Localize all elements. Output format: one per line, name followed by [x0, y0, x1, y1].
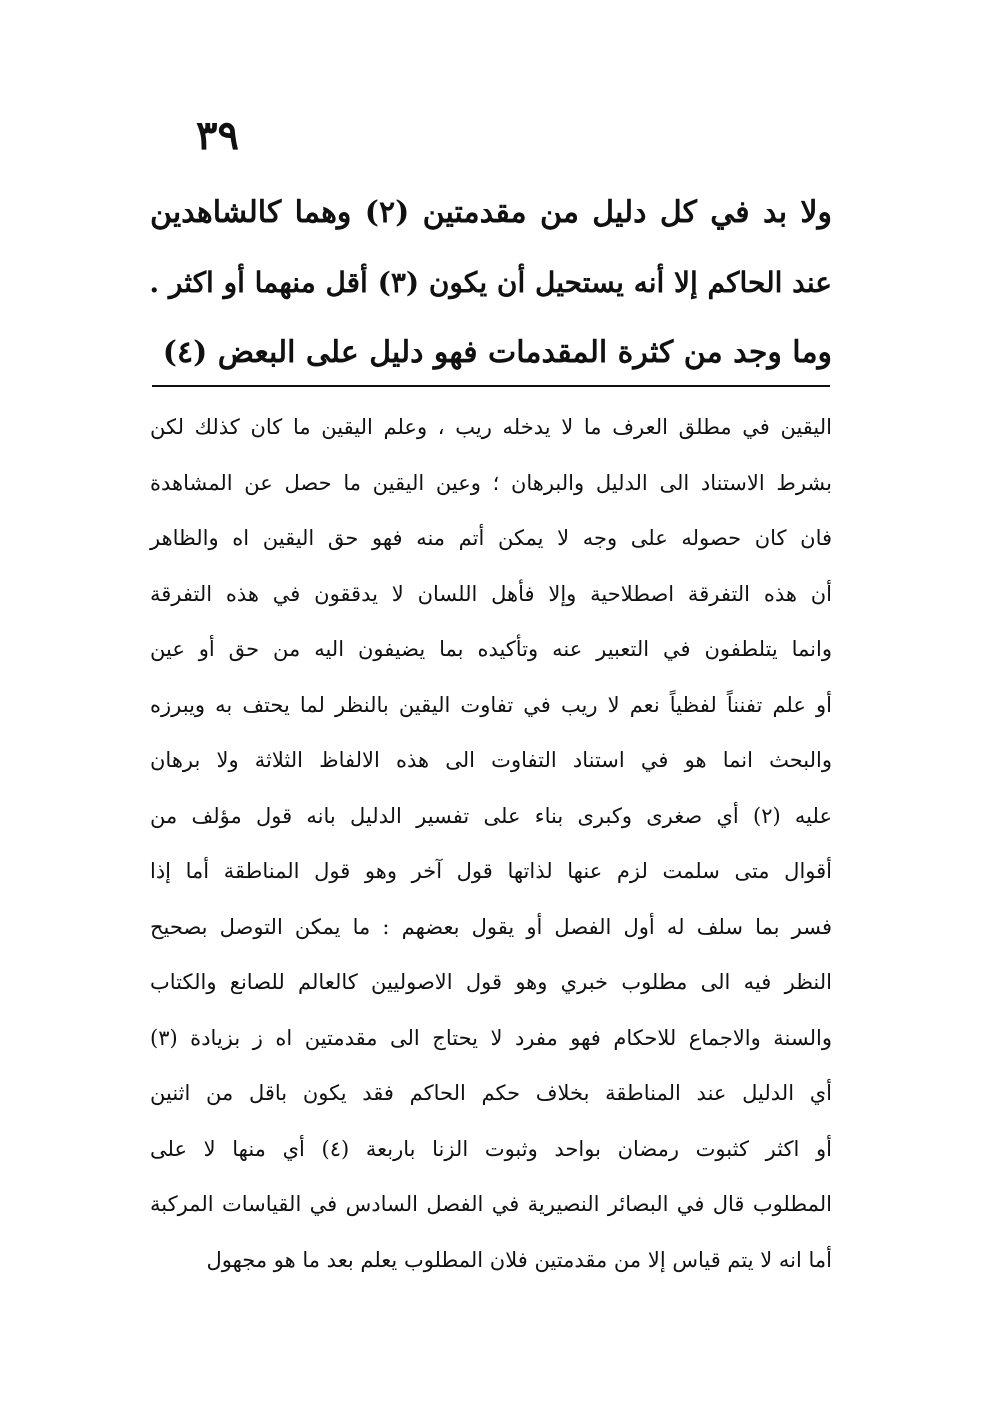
footnote-line: والسنة والاجماع للاحكام فهو مفرد لا يحتاج الى مقدمتين اه ز بزيادة (٣) [150, 1025, 832, 1050]
footnote-line: أن هذه التفرقة اصطلاحية وإلا فأهل اللسان لا يدققون في هذه التفرقة [150, 581, 832, 606]
footnote-line: بشرط الاستناد الى الدليل والبرهان ؛ وعين اليقين ما حصل عن المشاهدة [150, 470, 833, 495]
footnote-line: فان كان حصوله على وجه لا يمكن أتم منه فهو حق اليقين اه والظاهر [150, 526, 832, 550]
footnote-line: وانما يتلطفون في التعبير عنه وتأكيده بما يضيفون اليه من حق أو عين [150, 637, 832, 661]
footnote-line: أما انه لا يتم قياس إلا من مقدمتين فلان المطلوب يعلم بعد ما هو مجهول [206, 1247, 832, 1272]
footnote-line: المطلوب قال في البصائر النصيرية في الفصل السادس في القياسات المركبة [150, 1192, 832, 1216]
footnote-line: أو اكثر كثبوت رمضان بواحد وثبوت الزنا باربعة (٤) أي منها لا على [150, 1136, 832, 1161]
footnote-line: فسر بما سلف له أول الفصل أو يقول بعضهم : ما يمكن التوصل بصحيح [150, 914, 832, 939]
footnote-line: اليقين في مطلق العرف ما لا يدخله ريب ، وعلم اليقين ما كان كذلك لكن [150, 415, 832, 439]
footnotes-block [150, 400, 832, 1288]
page-number: ٣٩ [196, 112, 239, 159]
footnote-line: أو علم تفنناً لفظياً نعم لا ريب في تفاوت اليقين بالنظر لما يحتف به ويبرزه [150, 692, 832, 717]
footnote-divider [152, 385, 830, 387]
footnote-line: النظر فيه الى مطلوب خبري وهو قول الاصوليين كالعالم للصانع والكتاب [150, 970, 832, 994]
main-text-line: وما وجد من كثرة المقدمات فهو دليل على البعض (٤) [162, 335, 832, 370]
footnote-line: عليه (٢) أي صغرى وكبرى بناء على تفسير الدليل بانه قول مؤلف من [150, 803, 832, 828]
main-text-line: ولا بد في كل دليل من مقدمتين (٢) وهما كالشاهدين [150, 195, 832, 230]
main-text-line: عند الحاكم إلا أنه يستحيل أن يكون (٣) أقل منهما أو اكثر . [149, 266, 832, 299]
footnote-line: أي الدليل عند المناطقة بخلاف حكم الحاكم فقد يكون باقل من اثنين [150, 1081, 832, 1105]
footnote-line: أقوال متى سلمت لزم عنها لذاتها قول آخر وهو قول المناطقة أما إذا [150, 859, 832, 883]
footnote-line: والبحث انما هو في استناد التفاوت الى هذه الالفاظ الثلاثة ولا برهان [150, 748, 832, 772]
main-text-block [150, 178, 832, 388]
